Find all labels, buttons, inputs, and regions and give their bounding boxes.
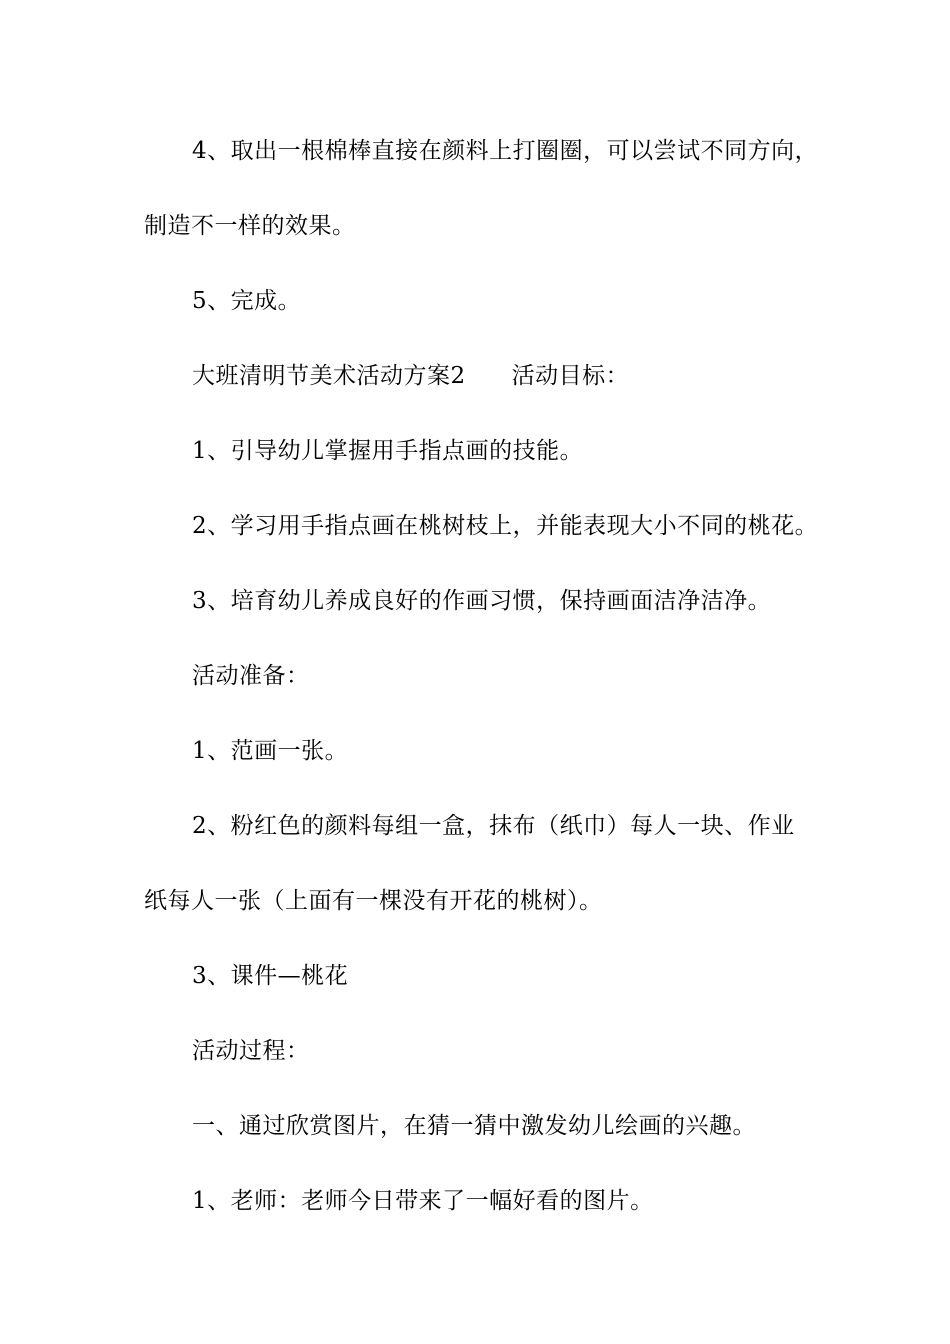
paragraph-step-5: 5、完成。 [192,288,302,314]
preparation-item-2-continued: 纸每人一张（上面有一棵没有开花的桃树）。 [144,888,603,914]
heading-activity-preparation: 活动准备： [192,663,310,689]
paragraph-step-4: 4、取出一根棉棒直接在颜料上打圈圈，可以尝试不同方向， [192,138,819,164]
goal-item-1: 1、引导幼儿掌握用手指点画的技能。 [192,438,584,464]
paragraph-step-4-continued: 制造不一样的效果。 [144,213,356,239]
process-step-1: 1、老师：老师今日带来了一幅好看的图片。 [192,1188,654,1214]
goal-item-2: 2、学习用手指点画在桃树枝上，并能表现大小不同的桃花。 [192,513,819,539]
preparation-item-2: 2、粉红色的颜料每组一盒，抹布（纸巾）每人一块、作业 [192,813,795,839]
heading-activity-process: 活动过程： [192,1038,310,1064]
goal-item-3: 3、培育幼儿养成良好的作画习惯，保持画面洁净洁净。 [192,588,772,614]
heading-activity-goals: 活动目标： [511,363,630,389]
plan-title: 大班清明节美术活动方案2 [192,363,466,389]
preparation-item-1: 1、范画一张。 [192,738,349,764]
process-section-1: 一、通过欣赏图片，在猜一猜中激发幼儿绘画的兴趣。 [192,1113,756,1139]
preparation-item-3: 3、课件—桃花 [192,963,349,989]
section-heading-line [192,361,629,391]
